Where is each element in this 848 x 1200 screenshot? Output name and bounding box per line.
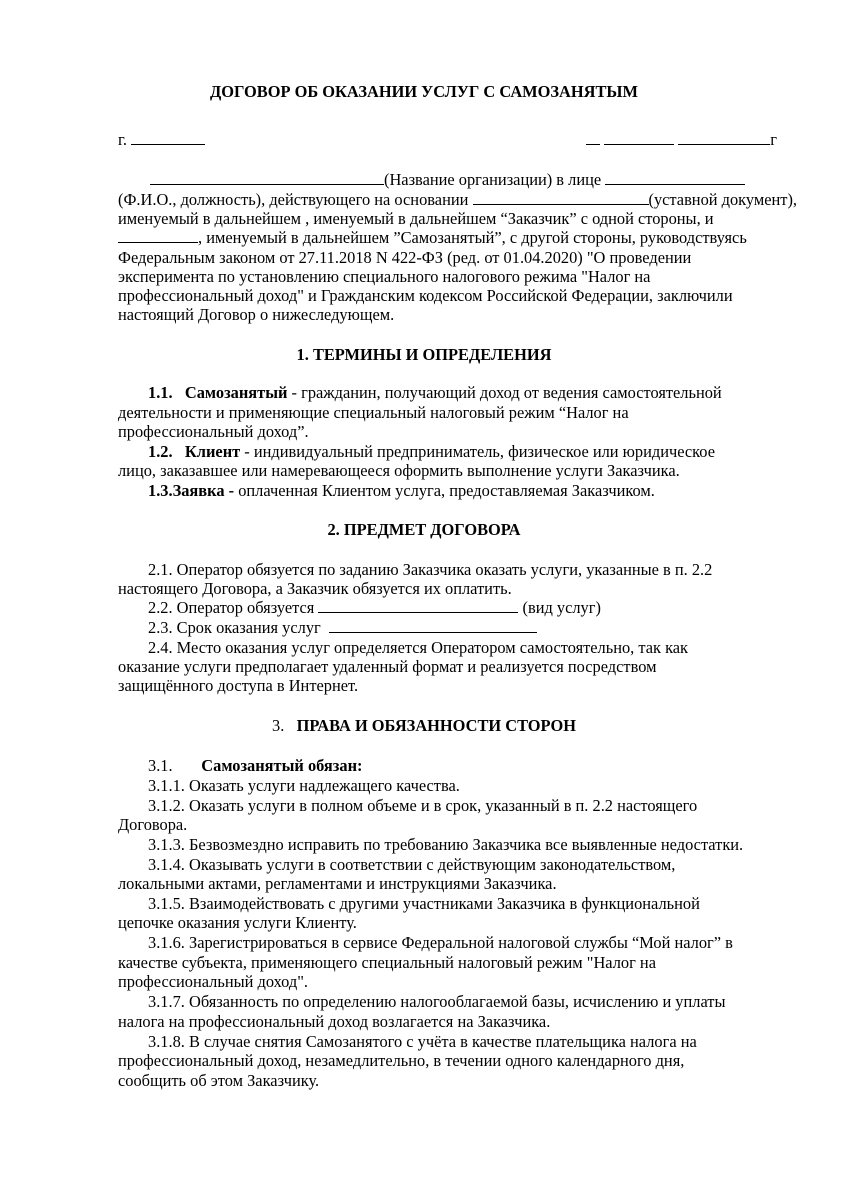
clause-1-1-line-3: профессиональный доход”. <box>118 422 309 441</box>
heading-text: ПРАВА И ОБЯЗАННОСТИ СТОРОН <box>296 716 576 735</box>
clause-1-2 <box>148 442 715 461</box>
clause-number: 1.2. <box>148 442 173 461</box>
preamble-org-text: (Название организации) в лице <box>384 170 602 189</box>
clause-number: 3.1. <box>148 756 173 775</box>
term-blank <box>329 618 537 633</box>
clause-term: 1.3.Заявка - <box>148 481 235 500</box>
preamble-line-2 <box>118 190 797 209</box>
preamble-text: (Ф.И.О., должность), действующего на основании <box>118 190 469 209</box>
preamble-line-4 <box>118 228 747 247</box>
clause-2-3 <box>148 618 537 637</box>
clause-text: - гражданин, получающий доход от ведения самостоятельной <box>287 383 722 402</box>
clause-3-1-6-line-3: профессиональный доход". <box>118 972 309 991</box>
preamble-line-1 <box>150 170 745 189</box>
clause-3-1-4-line-2: локальными актами, регламентами и инструкциями Заказчика. <box>118 874 557 893</box>
heading-number: 3. <box>272 716 285 735</box>
section-1-heading: 1. ТЕРМИНЫ И ОПРЕДЕЛЕНИЯ <box>296 345 552 364</box>
document-title: ДОГОВОР ОБ ОКАЗАНИИ УСЛУГ С САМОЗАНЯТЫМ <box>210 82 638 101</box>
place-blank <box>131 130 205 145</box>
preamble-text: , именуемый в дальнейшем ”Самозанятый”, с другой стороны, руководствуясь <box>198 228 747 247</box>
clause-1-1-line-2: деятельности и применяющие специальный налоговый режим “Налог на <box>118 403 629 422</box>
clause-text: - индивидуальный предприниматель, физическое или юридическое <box>240 442 715 461</box>
date-month-blank <box>604 130 674 145</box>
clause-text: 2.3. Срок оказания услуг <box>148 618 321 637</box>
clause-3-1-8-line-2: профессиональный доход, незамедлительно, в течении одного календарного дня, <box>118 1051 685 1070</box>
clause-3-1-5-line-2: цепочке оказания услуги Клиенту. <box>118 913 357 932</box>
clause-3-1-2-line-2: Договора. <box>118 815 188 834</box>
clause-2-1: 2.1. Оператор обязуется по заданию Заказчика оказать услуги, указанные в п. 2.2 <box>148 560 713 579</box>
preamble-line-8: настоящий Договор о нижеследующем. <box>118 305 395 324</box>
section-2-heading: 2. ПРЕДМЕТ ДОГОВОРА <box>327 520 521 539</box>
date-day-blank <box>586 130 600 145</box>
clause-1-3 <box>148 481 655 500</box>
clause-1-2-line-2: лицо, заказавшее или намеревающееся оформить выполнение услуги Заказчика. <box>118 461 680 480</box>
date-line <box>586 130 777 149</box>
clause-2-4-line-3: защищённого доступа в Интернет. <box>118 676 359 695</box>
clause-1-1 <box>148 383 722 402</box>
clause-3-1-8-line-3: сообщить об этом Заказчику. <box>118 1071 320 1090</box>
clause-number: 1.1. <box>148 383 173 402</box>
clause-3-1-2: 3.1.2. Оказать услуги в полном объеме и в срок, указанный в п. 2.2 настоящего <box>148 796 698 815</box>
clause-3-1-4: 3.1.4. Оказывать услуги в соответствии с действующим законодательством, <box>148 855 676 874</box>
preamble-line-6: эксперимента по установлению специального налогового режима "Налог на <box>118 267 651 286</box>
clause-text: (вид услуг) <box>522 598 601 617</box>
clause-term: Клиент <box>184 442 241 461</box>
clause-3-1-7-line-2: налога на профессиональный доход возлагается на Заказчика. <box>118 1012 551 1031</box>
clause-2-4-line-2: оказание услуги предполагает удаленный формат и реализуется посредством <box>118 657 657 676</box>
place-label: г. <box>118 130 127 149</box>
representative-blank <box>605 170 745 185</box>
clause-term: Самозанятый <box>184 383 288 402</box>
date-year-blank <box>678 130 770 145</box>
service-type-blank <box>318 598 518 613</box>
place-line <box>118 130 205 149</box>
clause-3-1-5: 3.1.5. Взаимодействовать с другими участниками Заказчика в функциональной <box>148 894 700 913</box>
date-suffix: г <box>770 130 777 149</box>
clause-text: оплаченная Клиентом услуга, предоставляемая Заказчиком. <box>234 481 655 500</box>
clause-3-1-8: 3.1.8. В случае снятия Самозанятого с учёта в качестве плательщика налога на <box>148 1032 697 1051</box>
clause-2-2 <box>148 598 601 617</box>
clause-3-1 <box>148 756 362 775</box>
section-3-heading <box>0 716 848 735</box>
org-name-blank <box>150 170 384 185</box>
preamble-line-5: Федеральным законом от 27.11.2018 N 422-ФЗ (ред. от 01.04.2020) "О проведении <box>118 248 692 267</box>
preamble-line-7: профессиональный доход" и Гражданским кодексом Российской Федерации, заключили <box>118 286 733 305</box>
clause-term: Самозанятый обязан: <box>201 756 363 775</box>
preamble-line-3: именуемый в дальнейшем , именуемый в дальнейшем “Заказчик” с одной стороны, и <box>118 209 714 228</box>
clause-2-4: 2.4. Место оказания услуг определяется Оператором самостоятельно, так как <box>148 638 689 657</box>
clause-3-1-6: 3.1.6. Зарегистрироваться в сервисе Федеральной налоговой службы “Мой налог” в <box>148 933 733 952</box>
clause-3-1-1: 3.1.1. Оказать услуги надлежащего качества. <box>148 776 460 795</box>
contractor-name-blank <box>118 228 198 243</box>
clause-text: 2.2. Оператор обязуется <box>148 598 315 617</box>
preamble-text: (уставной документ), <box>648 190 798 209</box>
clause-3-1-6-line-2: качестве субъекта, применяющего специальный налоговый режим "Налог на <box>118 953 656 972</box>
clause-3-1-7: 3.1.7. Обязанность по определению налогооблагаемой базы, исчислению и уплаты <box>148 992 726 1011</box>
basis-blank <box>473 190 649 205</box>
clause-2-1-line-2: настоящего Договора, а Заказчик обязуется их оплатить. <box>118 579 512 598</box>
clause-3-1-3: 3.1.3. Безвозмездно исправить по требованию Заказчика все выявленные недостатки. <box>148 835 744 854</box>
